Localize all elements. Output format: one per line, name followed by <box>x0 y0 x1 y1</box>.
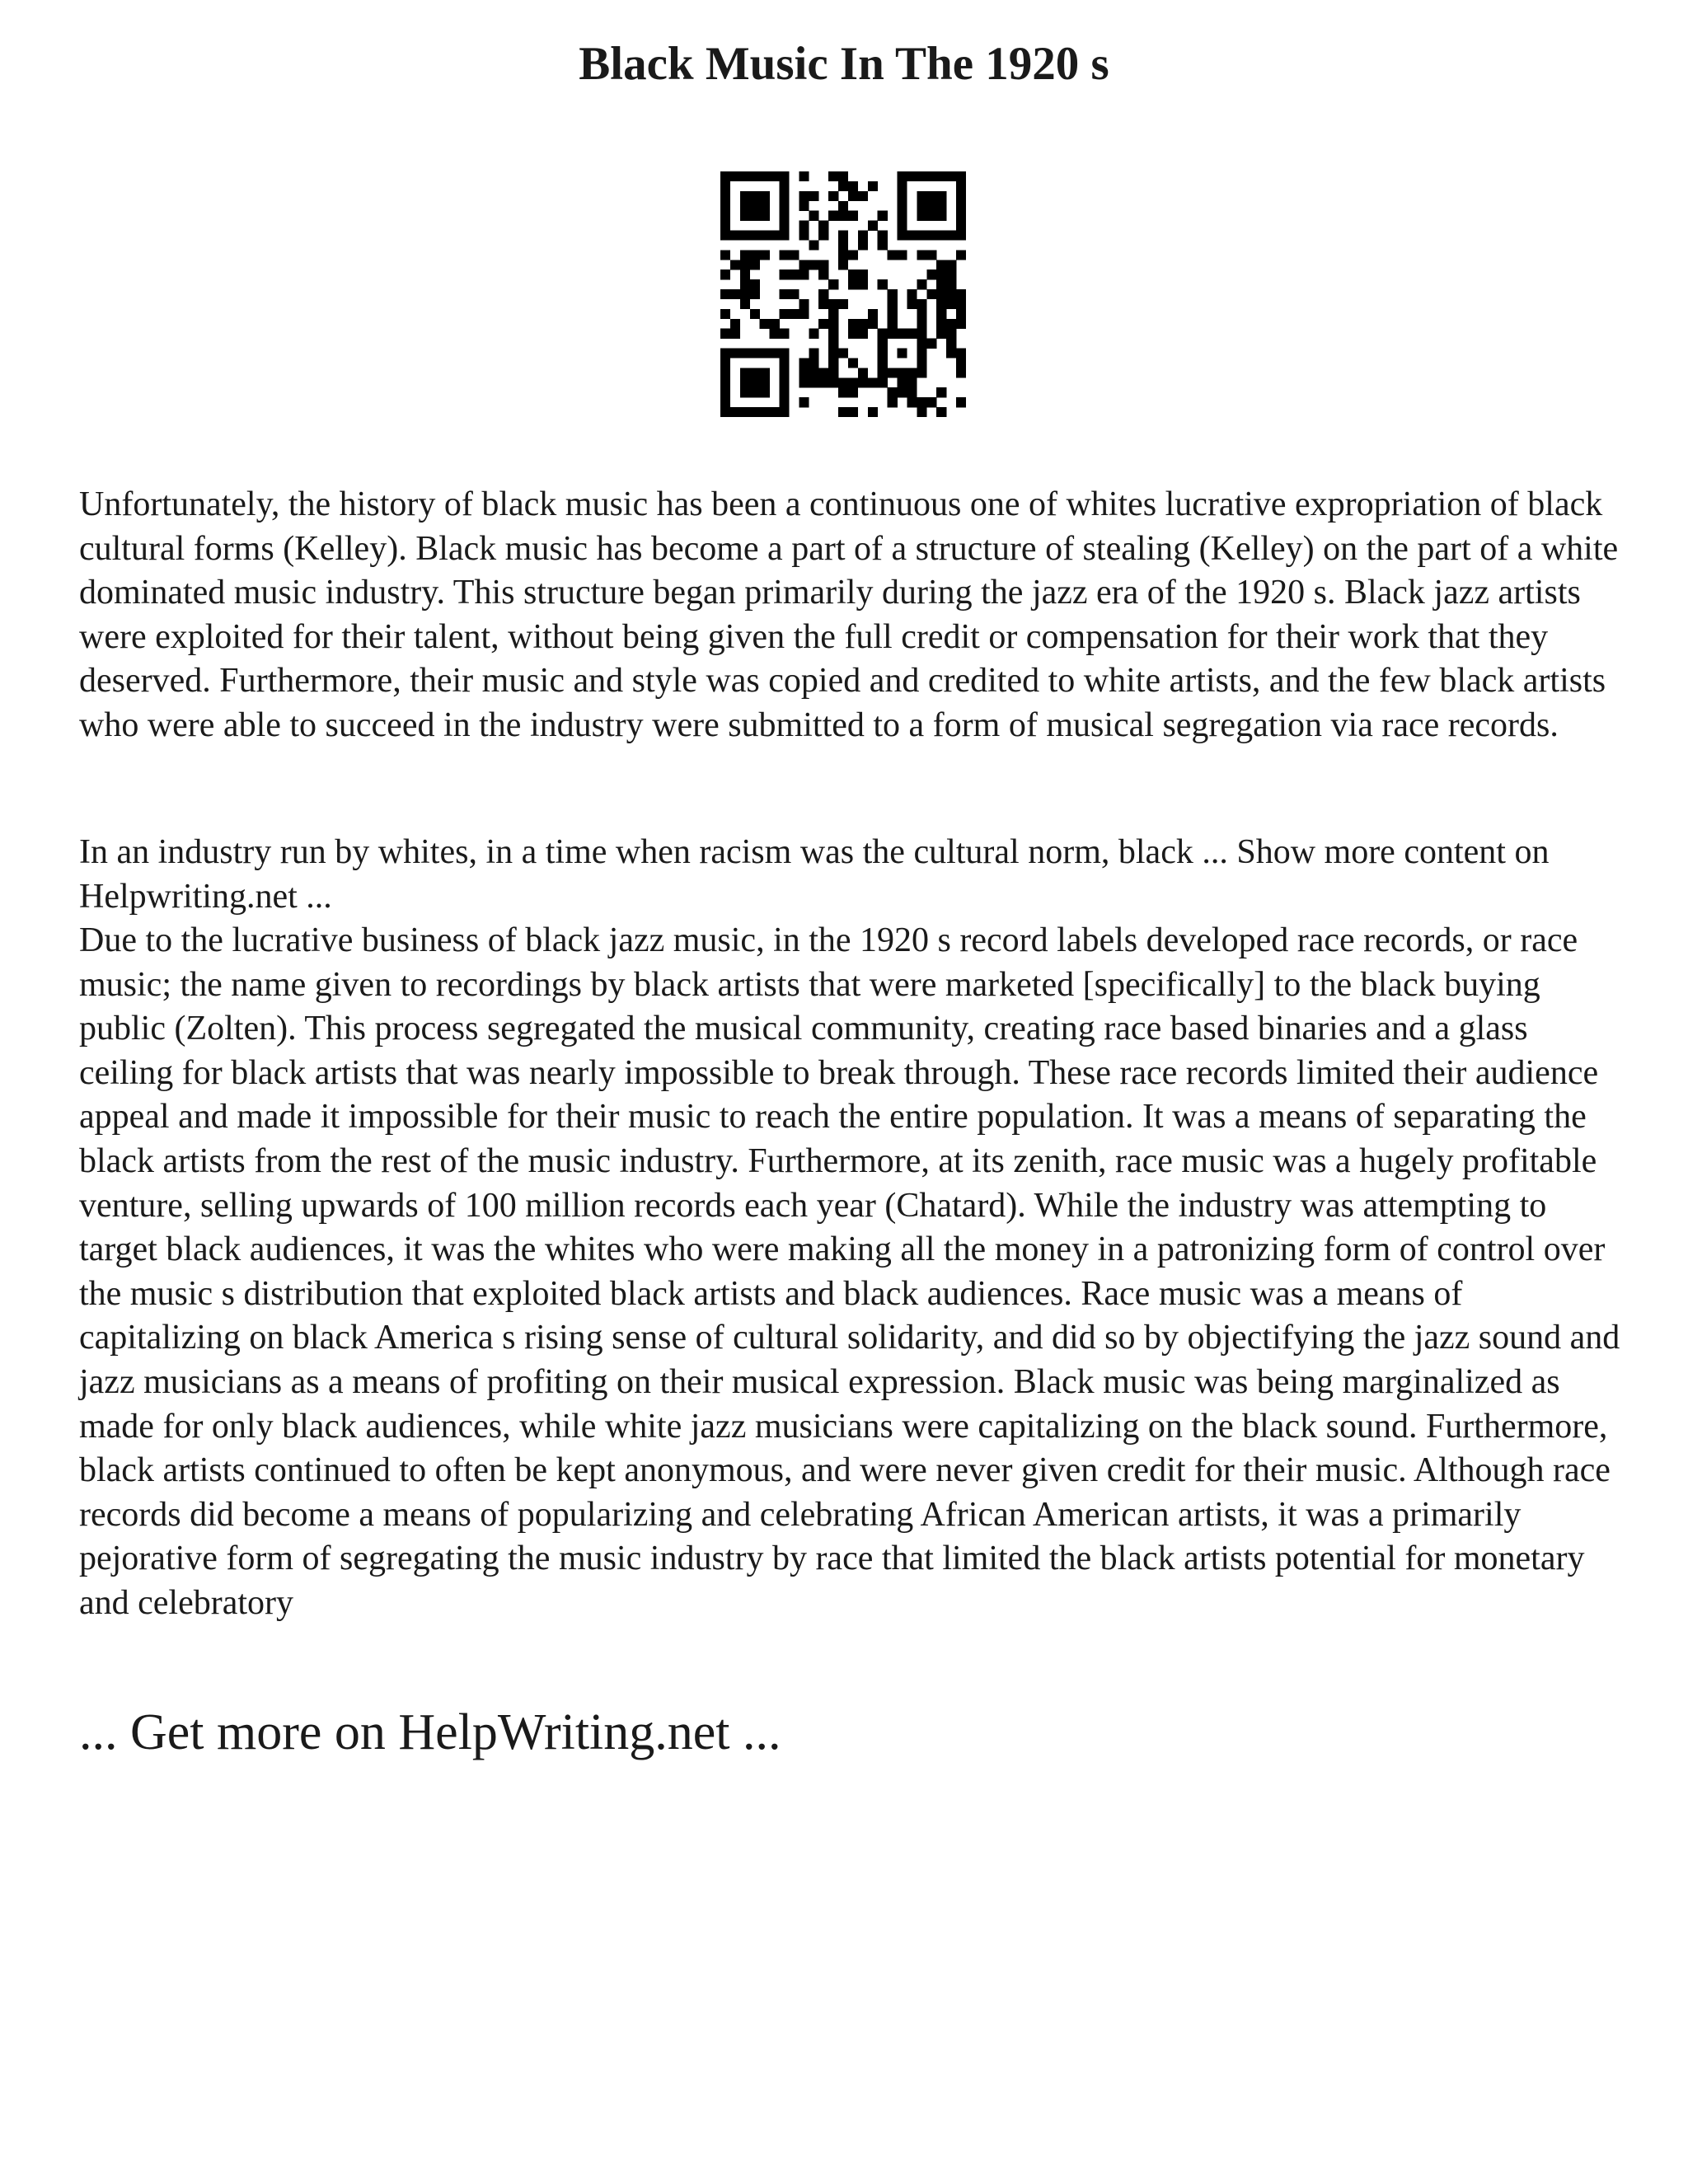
qr-code-icon[interactable] <box>720 171 966 417</box>
get-more-link[interactable]: ... Get more on HelpWriting.net ... <box>79 1704 781 1760</box>
page-title: Black Music In The 1920 s <box>579 38 1109 90</box>
body-paragraph-main: Due to the lucrative business of black jazz music, in the 1920 s record labels developed race records, or race music; the name given to recordings by black artists that were marketed [specifically] to the black buying public (Zolten). This process segregated the musical community, creating race based binaries and a glass ceiling for black artists that was nearly impossible to break through. These race records limited their audience appeal and made it impossible for their music to reach the entire population. It was a means of separating the black artists from the rest of the music industry. Furthermore, at its zenith, race music was a hugely profitable venture, selling upwards of 100 million records each year (Chatard). While the industry was attempting to target black audiences, it was the whites who were making all the money in a patronizing form of control over the music s distribution that exploited black artists and black audiences. Race music was a means of capitalizing on black America s rising sense of cultural solidarity, and did so by objectifying the jazz sound and jazz musicians as a means of profiting on their musical expression. Black music was being marginalized as made for only black audiences, while white jazz musicians were capitalizing on the black sound. Furthermore, black artists continued to often be kept anonymous, and were never given credit for their music. Although race records did become a means of popularizing and celebrating African American artists, it was a primarily pejorative form of segregating the music industry by race that limited the black artists potential for monetary and celebratory <box>79 921 1620 1622</box>
body-paragraph-preview: In an industry run by whites, in a time when racism was the cultural norm, black ... Show more content on Helpwriting.net ... <box>79 833 1550 916</box>
body-paragraph-intro: Unfortunately, the history of black music has been a continuous one of whites lucrative expropriation of black cultural forms (Kelley). Black music has become a part of a structure of stealing (Kelley) on the part of a white dominated music industry. This structure began primarily during the jazz era of the 1920 s. Black jazz artists were exploited for their talent, without being given the full credit or compensation for their work that they deserved. Furthermore, their music and style was copied and credited to white artists, and the few black artists who were able to succeed in the industry were submitted to a form of musical segregation via race records. <box>79 485 1619 744</box>
